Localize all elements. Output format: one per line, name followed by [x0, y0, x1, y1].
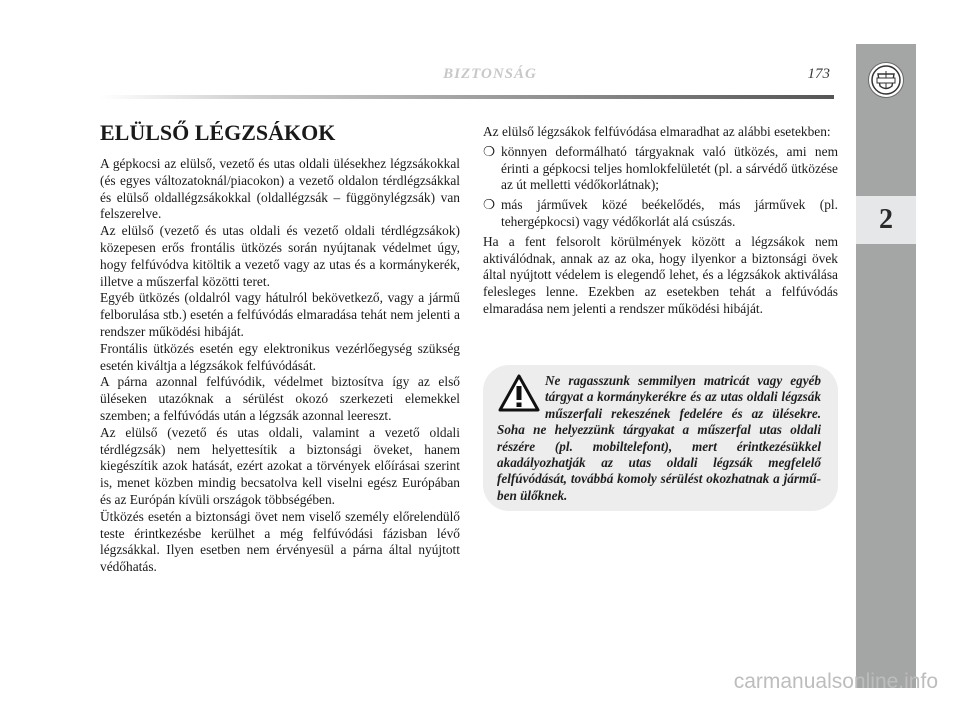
section-title: ELÜLSŐ LÉGZSÁKOK [100, 120, 336, 145]
warning-box [483, 365, 838, 511]
running-header-title: BIZTONSÁG [443, 66, 537, 82]
closing-paragraph: Ha a fent felsorolt körülmények között a légzsákok nem aktiválódnak, annak az az oka, hogy ilyenkor a biztonsági övek által nyújtott védelem is elegendő lehet, és a légzsákok aktiválása felesleges lenne. Ezekben az esetekben tehát a felfúvódás elmaradása nem jelenti a rendszer működési hibáját. [483, 233, 838, 316]
paragraph: A gépkocsi az elülső, vezető és utas oldali ülésekhez légzsákokkal (és egyes változatoknál/piacokon) a vezető oldalon térdlégzsákkal és elülső oldallégzsákokkal (oldallégzsák – függönylégzsák) van felszerelve. [100, 156, 460, 222]
list-item [483, 144, 838, 194]
paragraph: Frontális ütközés esetén egy elektronikus vezérlőegység szükség esetén kiváltja a légzsákok felfúvódását. [100, 340, 460, 373]
list-item-text: könnyen deformálható tárgyaknak való ütközés, ami nem érinti a gépkocsi teljes homlokfelületét (pl. a sárvédő ütközése az út melletti védőkorlátnak); [501, 143, 838, 193]
paragraph: Ütközés esetén a biztonsági övet nem viselő személy előrelendülő teste érintkezésbe kerülhet a még felfúvódási fázisban lévő légzsákkal. Ilyen esetben nem érvényesül a párna által nyújtott védőhatás. [100, 508, 460, 575]
paragraph: Az elülső (vezető és utas oldali és vezető oldali térdlégzsákok) közepesen erős frontális ütközés során nyújtanak védelmet úgy, hogy felfúvódva kitöltik a vezető vagy az utas és a kormánykerék, illetve a műszerfal közötti teret. [100, 223, 460, 289]
chapter-number: 2 [879, 204, 893, 235]
header-rule [100, 95, 834, 99]
warning-text-block [497, 373, 821, 504]
paragraph: Egyéb ütközés (oldalról vagy hátulról bekövetkező, vagy a jármű felborulása stb.) esetén a felfúvódás elmaradása tehát nem jelenti a rendszer működési hibáját. [100, 290, 460, 339]
paragraph: Az elülső (vezető és utas oldali, valamint a vezető oldali térdlégzsák) nem helyettesítik a biztonsági öveket, hanem kiegészítik azok hatását, ezért azokat a törvények előírásai szerint is, menet közben mindig becsatolva kell viselni egész Európában és az Európán kívüli országok többségében. [100, 424, 460, 507]
chapter-sidebar [856, 44, 916, 688]
warning-triangle-icon [497, 373, 545, 421]
bullet-circle-icon: ❍ [483, 197, 496, 213]
warning-text: Ne ragasszunk semmilyen matricát vagy egyéb tárgyat a kormánykerékre és az utas oldali légzsák műszerfali rekeszének fedelére és az ülésekre. Soha ne helyezzünk tárgyakat a műszerfal utas oldali részére (pl. mobiltelefont), mert érintkezésükkel akadályozhatják az utas oldali légzsák megfelelő felfúvódását, továbbá komoly sérülést okozhatnak a jármű-ben ülőknek. [497, 373, 821, 503]
right-column [483, 124, 838, 318]
chapter-tab [856, 196, 916, 244]
list-item-text: más járművek közé beékelődés, más járművek (pl. tehergépkocsi) vagy védőkorlát alá csúszás. [501, 197, 838, 229]
left-column [100, 120, 460, 576]
list-item [483, 197, 838, 231]
watermark: carmanualsonline.info [733, 670, 938, 693]
bullet-circle-icon: ❍ [483, 143, 496, 159]
lancia-logo-icon [868, 62, 904, 98]
page-number: 173 [807, 66, 830, 82]
intro-paragraph: Az elülső légzsákok felfúvódása elmaradhat az alábbi esetekben: [483, 124, 831, 139]
paragraph: A párna azonnal felfúvódik, védelmet biztosítva így az első üléseken utazóknak a sérülést okozó szerkezeti elemekkel szemben; a felfúvódás után a légzsák azonnal leereszt. [100, 374, 460, 423]
